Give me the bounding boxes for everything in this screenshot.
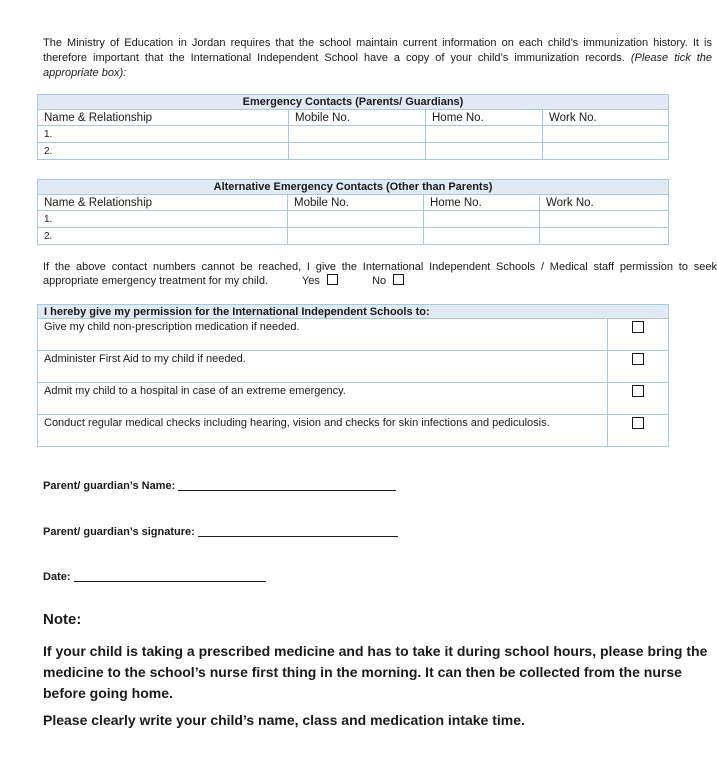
no-label: No xyxy=(372,275,387,287)
guardian-signature-field[interactable] xyxy=(198,526,398,537)
guardian-name-field[interactable] xyxy=(178,480,396,491)
home-field[interactable] xyxy=(424,211,540,228)
row-number: 2. xyxy=(38,228,288,245)
permission-checkbox[interactable] xyxy=(632,353,644,365)
date-field[interactable] xyxy=(74,571,266,582)
consent-text: If the above contact numbers cannot be reached, I give the International Independent Schools / Medical staff permission to seek appropriate emergency treatment for my child. xyxy=(43,261,717,287)
mobile-field[interactable] xyxy=(289,143,426,160)
home-field[interactable] xyxy=(426,143,543,160)
intro-paragraph xyxy=(43,36,712,81)
permission-item: Conduct regular medical checks including hearing, vision and checks for skin infections and pediculosis. xyxy=(38,415,608,447)
column-header-home: Home No. xyxy=(426,110,543,126)
row-number: 1. xyxy=(38,211,288,228)
work-field[interactable] xyxy=(540,211,669,228)
yes-label: Yes xyxy=(301,275,320,287)
treatment-consent xyxy=(43,260,717,288)
permission-title: I hereby give my permission for the International Independent Schools to: xyxy=(38,305,669,319)
yes-checkbox[interactable] xyxy=(327,274,338,285)
column-header-home: Home No. xyxy=(424,195,540,211)
guardian-name-row xyxy=(43,480,396,492)
mobile-field[interactable] xyxy=(288,211,424,228)
permission-checkbox[interactable] xyxy=(632,321,644,333)
date-label: Date: xyxy=(43,571,71,583)
no-checkbox[interactable] xyxy=(393,274,404,285)
row-number: 1. xyxy=(38,126,289,143)
guardian-signature-label: Parent/ guardian’s signature: xyxy=(43,526,195,538)
column-header-name: Name & Relationship xyxy=(38,195,288,211)
alternative-contacts-title: Alternative Emergency Contacts (Other than Parents) xyxy=(38,180,669,195)
permission-checkbox[interactable] xyxy=(632,417,644,429)
permission-item: Give my child non-prescription medication if needed. xyxy=(38,319,608,351)
home-field[interactable] xyxy=(426,126,543,143)
emergency-contacts-title: Emergency Contacts (Parents/ Guardians) xyxy=(38,95,669,110)
permission-item: Admit my child to a hospital in case of an extreme emergency. xyxy=(38,383,608,415)
work-field[interactable] xyxy=(540,228,669,245)
date-row xyxy=(43,571,266,583)
note-instruction: Please clearly write your child’s name, class and medication intake time. xyxy=(43,712,525,728)
column-header-mobile: Mobile No. xyxy=(289,110,426,126)
permission-checkbox[interactable] xyxy=(632,385,644,397)
work-field[interactable] xyxy=(543,143,669,160)
column-header-work: Work No. xyxy=(543,110,669,126)
column-header-name: Name & Relationship xyxy=(38,110,289,126)
alternative-contacts-table xyxy=(37,179,669,245)
row-number: 2. xyxy=(38,143,289,160)
guardian-signature-row xyxy=(43,526,398,538)
intro-instruction: (Please tick the appropriate box): xyxy=(43,52,713,79)
column-header-work: Work No. xyxy=(540,195,669,211)
note-title: Note: xyxy=(43,611,82,628)
emergency-contacts-table xyxy=(37,94,669,160)
guardian-name-label: Parent/ guardian’s Name: xyxy=(43,480,176,492)
work-field[interactable] xyxy=(543,126,669,143)
permission-item: Administer First Aid to my child if needed. xyxy=(38,351,608,383)
home-field[interactable] xyxy=(424,228,540,245)
note-paragraph: If your child is taking a prescribed medicine and has to take it during school hours, please bring the medicine to the school’s nurse first thing in the morning. It can then be collected from the nurse before going home. xyxy=(43,643,708,701)
mobile-field[interactable] xyxy=(288,228,424,245)
column-header-mobile: Mobile No. xyxy=(288,195,424,211)
mobile-field[interactable] xyxy=(289,126,426,143)
permission-table xyxy=(37,304,669,447)
intro-text: The Ministry of Education in Jordan requires that the school maintain current information on each child’s immunization history. It is therefore important that the International Independent School have a copy of your child’s immunization records. xyxy=(43,37,712,64)
